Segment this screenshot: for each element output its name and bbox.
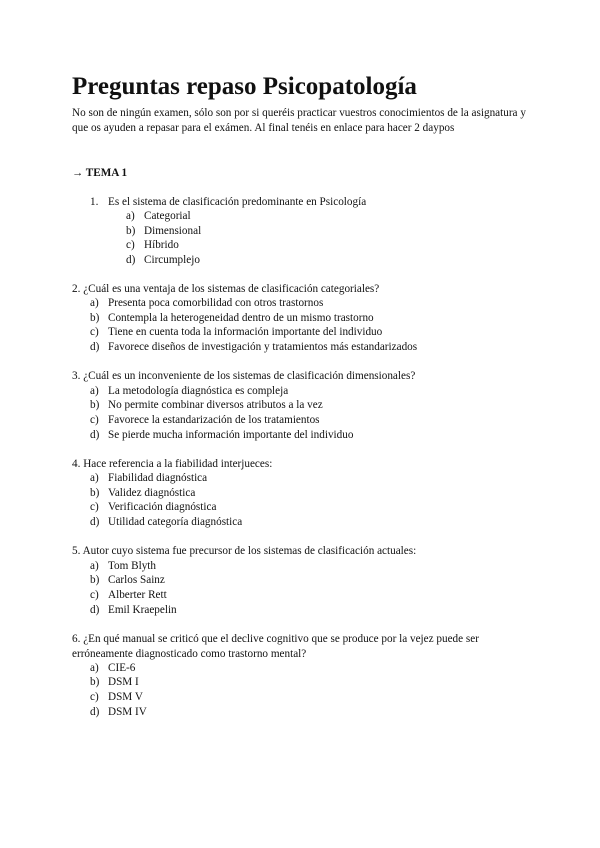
section-heading: → TEMA 1: [72, 167, 128, 179]
option-text: Tom Blyth: [108, 560, 157, 572]
option-letter: c): [90, 326, 99, 338]
option-text: Contempla la heterogeneidad dentro de un mismo trastorno: [108, 312, 374, 324]
option-text: Circumplejo: [144, 254, 200, 266]
option-letter: c): [90, 691, 99, 703]
option-text: DSM V: [108, 691, 143, 703]
page-title: Preguntas repaso Psicopatología: [72, 73, 417, 100]
option-text: Validez diagnóstica: [108, 487, 196, 499]
option-letter: a): [90, 560, 99, 572]
option-letter: c): [90, 501, 99, 513]
option-letter: d): [126, 254, 136, 266]
option-text: Favorece la estandarización de los tratamientos: [108, 414, 320, 426]
option-text: Verificación diagnóstica: [108, 501, 217, 513]
option-text: Utilidad categoría diagnóstica: [108, 516, 243, 528]
option-text: Se pierde mucha información importante del individuo: [108, 429, 354, 441]
option-letter: a): [90, 297, 99, 309]
option-text: Híbrido: [144, 239, 179, 251]
question-stem: Es el sistema de clasificación predominante en Psicología: [108, 196, 367, 208]
option-letter: d): [90, 706, 100, 718]
question-stem: 4. Hace referencia a la fiabilidad interjueces:: [72, 458, 273, 470]
option-letter: c): [90, 589, 99, 601]
option-letter: b): [90, 399, 100, 411]
question-stem: 3. ¿Cuál es un inconveniente de los sistemas de clasificación dimensionales?: [72, 370, 416, 382]
option-text: Tiene en cuenta toda la información importante del individuo: [108, 326, 383, 338]
option-letter: c): [126, 239, 135, 251]
option-letter: b): [90, 574, 100, 586]
option-letter: d): [90, 604, 100, 616]
option-text: Dimensional: [144, 225, 202, 237]
option-text: Fiabilidad diagnóstica: [108, 472, 208, 484]
option-letter: c): [90, 414, 99, 426]
option-text: No permite combinar diversos atributos a la vez: [108, 399, 323, 411]
option-text: Presenta poca comorbilidad con otros trastornos: [108, 297, 324, 309]
option-letter: b): [126, 225, 136, 237]
option-text: Categorial: [144, 210, 191, 222]
question-stem: 6. ¿En qué manual se criticó que el declive cognitivo que se produce por la vejez puede ser erróneamente diagnosticado como trastorno mental?: [72, 633, 479, 660]
option-letter: d): [90, 516, 100, 528]
option-text: DSM IV: [108, 706, 147, 718]
option-letter: a): [126, 210, 135, 222]
option-letter: b): [90, 312, 100, 324]
intro-paragraph: No son de ningún examen, sólo son por si queréis practicar vuestros conocimientos de la asignatura y que os ayuden a repasar para el exámen. Al final tenéis en enlace para hacer 2 daypos: [72, 107, 526, 134]
option-text: Alberter Rett: [108, 589, 167, 601]
option-text: La metodología diagnóstica es compleja: [108, 385, 289, 397]
option-text: CIE-6: [108, 662, 136, 674]
question-stem: 2. ¿Cuál es una ventaja de los sistemas de clasificación categoriales?: [72, 283, 380, 295]
option-text: DSM I: [108, 676, 139, 688]
option-text: Favorece diseños de investigación y tratamientos más estandarizados: [108, 341, 418, 353]
option-letter: b): [90, 676, 100, 688]
option-letter: a): [90, 662, 99, 674]
option-letter: d): [90, 341, 100, 353]
option-letter: a): [90, 385, 99, 397]
question-stem: 5. Autor cuyo sistema fue precursor de los sistemas de clasificación actuales:: [72, 545, 417, 557]
option-text: Emil Kraepelin: [108, 604, 177, 616]
option-letter: b): [90, 487, 100, 499]
question-number: 1.: [90, 196, 99, 208]
option-letter: d): [90, 429, 100, 441]
option-text: Carlos Sainz: [108, 574, 165, 586]
option-letter: a): [90, 472, 99, 484]
